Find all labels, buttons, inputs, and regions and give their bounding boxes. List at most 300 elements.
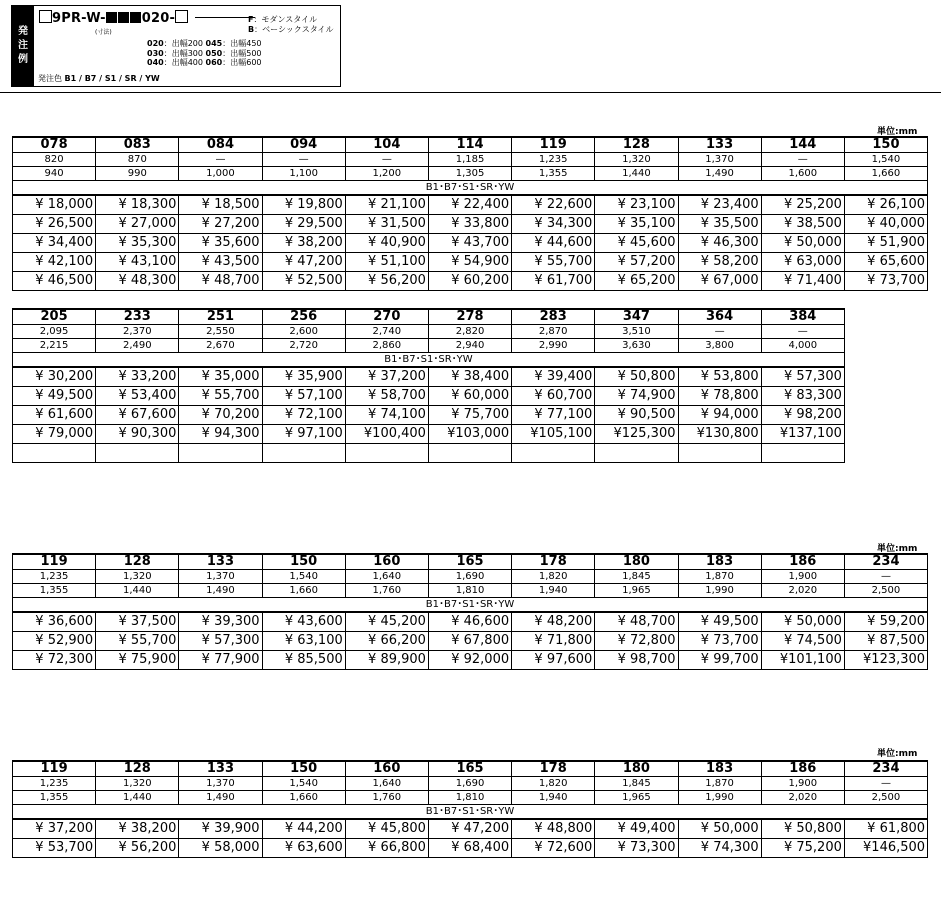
dimension-cell: 1,940	[512, 791, 595, 805]
size-code-cell: 186	[761, 554, 844, 570]
price-cell: ¥ 36,600	[13, 612, 96, 632]
dimension-cell: 1,440	[595, 167, 678, 181]
price-cell: ¥ 48,800	[512, 819, 595, 839]
width-legend-line: 030：出幅300 050：出幅500	[147, 48, 262, 58]
top-divider	[0, 92, 941, 93]
price-cell: ¥ 71,400	[761, 272, 844, 291]
size-code-cell: 144	[761, 137, 844, 153]
price-table	[12, 308, 845, 463]
dimension-cell: 2,020	[761, 791, 844, 805]
price-cell: ¥ 72,100	[262, 406, 345, 425]
color-options-cell: B1･B7･S1･SR･YW	[13, 181, 928, 196]
dimension-cell: 1,870	[678, 777, 761, 791]
dimension-cell: 1,320	[595, 153, 678, 167]
dimension-cell: 1,490	[678, 167, 761, 181]
size-code-cell: 256	[262, 309, 345, 325]
size-code-cell: 165	[428, 554, 511, 570]
dimension-cell: 1,690	[428, 570, 511, 584]
blank-box-icon	[175, 10, 188, 23]
price-cell: ¥ 42,100	[13, 253, 96, 272]
width-legend	[147, 39, 262, 68]
order-example-tag	[12, 6, 34, 86]
price-cell: ¥ 57,300	[761, 367, 844, 387]
size-code-cell: 119	[512, 137, 595, 153]
price-cell: ¥ 38,200	[96, 819, 179, 839]
size-code-cell: 133	[179, 761, 262, 777]
price-cell: ¥ 39,400	[512, 367, 595, 387]
price-cell: ¥ 40,000	[844, 215, 927, 234]
price-cell: ¥ 46,300	[678, 234, 761, 253]
price-cell: ¥ 60,700	[512, 387, 595, 406]
color-options-cell: B1･B7･S1･SR･YW	[13, 805, 928, 820]
dimension-cell: 1,235	[13, 777, 96, 791]
price-cell: ¥ 75,900	[96, 651, 179, 670]
filled-box-icon	[130, 12, 141, 23]
dimension-cell: 1,690	[428, 777, 511, 791]
price-row	[13, 272, 928, 291]
order-code-prefix: 9PR-W-	[52, 11, 106, 26]
price-cell: ¥ 57,200	[595, 253, 678, 272]
price-cell: ¥ 50,800	[761, 819, 844, 839]
price-cell: ¥ 75,700	[428, 406, 511, 425]
price-table	[12, 760, 928, 858]
price-cell: ¥ 48,700	[179, 272, 262, 291]
dimension-cell: 1,370	[678, 153, 761, 167]
price-row	[13, 367, 845, 387]
price-cell: ¥100,400	[345, 425, 428, 444]
dimension-cell: 3,510	[595, 325, 678, 339]
price-row	[13, 195, 928, 215]
unit-label: 単位:mm	[877, 127, 918, 137]
price-cell: ¥ 25,200	[761, 195, 844, 215]
price-cell: ¥ 35,600	[179, 234, 262, 253]
price-cell: ¥ 73,700	[678, 632, 761, 651]
price-cell: ¥ 58,700	[345, 387, 428, 406]
size-code-cell: 270	[345, 309, 428, 325]
dimension-cell: 1,900	[761, 777, 844, 791]
color-row	[13, 181, 928, 196]
price-cell: ¥ 97,600	[512, 651, 595, 670]
width-legend-line: 020：出幅200 045：出幅450	[147, 39, 262, 48]
price-cell: ¥ 74,300	[678, 839, 761, 858]
price-cell: ¥ 57,100	[262, 387, 345, 406]
price-cell: ¥ 27,000	[96, 215, 179, 234]
dimension-cell: 2,500	[844, 584, 927, 598]
size-code-cell: 180	[595, 554, 678, 570]
size-code-cell: 119	[13, 554, 96, 570]
price-cell: ¥ 22,600	[512, 195, 595, 215]
dimension-cell: 2,215	[13, 339, 96, 353]
size-code-cell: 119	[13, 761, 96, 777]
price-cell: ¥ 40,900	[345, 234, 428, 253]
dimension-cell: —	[844, 570, 927, 584]
price-cell: ¥ 45,800	[345, 819, 428, 839]
dimension-cell: 1,540	[844, 153, 927, 167]
size-code-cell: 128	[96, 554, 179, 570]
price-cell: ¥ 30,200	[13, 367, 96, 387]
price-cell: ¥ 72,600	[512, 839, 595, 858]
price-cell: ¥ 99,700	[678, 651, 761, 670]
size-code-cell: 084	[179, 137, 262, 153]
price-cell: ¥ 63,000	[761, 253, 844, 272]
size-code-cell: 114	[428, 137, 511, 153]
price-cell: ¥ 48,700	[595, 612, 678, 632]
order-code-sub-label: (寸法)	[95, 29, 112, 36]
price-cell: ¥ 98,700	[595, 651, 678, 670]
dimension-cell: 2,940	[428, 339, 511, 353]
price-cell: ¥ 72,300	[13, 651, 96, 670]
price-cell: ¥ 92,000	[428, 651, 511, 670]
price-row	[13, 234, 928, 253]
price-cell: ¥123,300	[844, 651, 927, 670]
dimension-cell: 1,965	[595, 791, 678, 805]
dimension-cell: —	[761, 153, 844, 167]
dimension-cell: 1,820	[512, 570, 595, 584]
price-cell: ¥ 49,500	[678, 612, 761, 632]
order-code-width: 020-	[141, 11, 176, 26]
price-cell: ¥ 48,200	[512, 612, 595, 632]
dimension-cell: 1,100	[262, 167, 345, 181]
price-cell: ¥ 43,600	[262, 612, 345, 632]
order-tag-char: 注	[18, 40, 28, 51]
dimension-cell: 1,870	[678, 570, 761, 584]
price-cell: ¥ 55,700	[512, 253, 595, 272]
dimension-cell: 2,820	[428, 325, 511, 339]
price-cell: ¥ 61,700	[512, 272, 595, 291]
price-cell: ¥105,100	[512, 425, 595, 444]
price-cell: ¥ 35,500	[678, 215, 761, 234]
dimension-cell: 1,440	[96, 584, 179, 598]
dimension-cell: 1,810	[428, 584, 511, 598]
price-cell: ¥ 37,500	[96, 612, 179, 632]
dimension-cell: 2,720	[262, 339, 345, 353]
size-code-cell: 133	[678, 137, 761, 153]
price-cell: ¥ 97,100	[262, 425, 345, 444]
dimension-cell: 1,990	[678, 584, 761, 598]
size-code-cell: 150	[262, 554, 345, 570]
price-cell: ¥ 23,400	[678, 195, 761, 215]
dimension-cell: 1,440	[96, 791, 179, 805]
price-cell: ¥ 18,500	[179, 195, 262, 215]
price-cell	[13, 444, 96, 463]
price-cell: ¥ 94,000	[678, 406, 761, 425]
dimension-cell: 1,000	[179, 167, 262, 181]
price-cell: ¥ 71,800	[512, 632, 595, 651]
dimension-cell: 1,760	[345, 584, 428, 598]
price-cell: ¥130,800	[678, 425, 761, 444]
code-row	[13, 309, 845, 325]
price-cell: ¥ 31,500	[345, 215, 428, 234]
price-row	[13, 651, 928, 670]
dimension-cell: 2,600	[262, 325, 345, 339]
price-cell: ¥ 44,600	[512, 234, 595, 253]
price-cell: ¥ 74,500	[761, 632, 844, 651]
dimension-cell: 1,600	[761, 167, 844, 181]
dimension-cell: 1,965	[595, 584, 678, 598]
dimension-cell: 2,740	[345, 325, 428, 339]
price-cell: ¥ 67,800	[428, 632, 511, 651]
price-cell: ¥ 54,900	[428, 253, 511, 272]
price-row	[13, 839, 928, 858]
dimension-cell: 1,235	[13, 570, 96, 584]
price-cell: ¥101,100	[761, 651, 844, 670]
price-row	[13, 425, 845, 444]
price-cell: ¥125,300	[595, 425, 678, 444]
dimension-cell: 1,305	[428, 167, 511, 181]
price-cell	[428, 444, 511, 463]
price-cell: ¥ 52,900	[13, 632, 96, 651]
price-cell: ¥ 34,400	[13, 234, 96, 253]
price-row	[13, 406, 845, 425]
filled-box-icon	[118, 12, 129, 23]
style-legend	[248, 15, 334, 35]
price-cell	[96, 444, 179, 463]
price-cell: ¥ 55,700	[179, 387, 262, 406]
price-cell: ¥ 52,500	[262, 272, 345, 291]
dimension-cell: —	[345, 153, 428, 167]
price-cell: ¥103,000	[428, 425, 511, 444]
dimension-cell: 1,355	[512, 167, 595, 181]
size-code-cell: 233	[96, 309, 179, 325]
price-cell: ¥ 29,500	[262, 215, 345, 234]
price-row	[13, 819, 928, 839]
price-row	[13, 215, 928, 234]
dimension-cell: —	[678, 325, 761, 339]
price-cell: ¥ 51,100	[345, 253, 428, 272]
dimension-cell: 1,640	[345, 777, 428, 791]
unit-label: 単位:mm	[877, 544, 918, 554]
price-cell: ¥ 39,900	[179, 819, 262, 839]
price-cell: ¥ 67,000	[678, 272, 761, 291]
price-cell: ¥ 73,300	[595, 839, 678, 858]
size-code-cell: 128	[595, 137, 678, 153]
dimension-cell: 1,370	[179, 777, 262, 791]
dimension-cell: 1,990	[678, 791, 761, 805]
dimension-cell: 1,490	[179, 584, 262, 598]
size-code-cell: 384	[761, 309, 844, 325]
price-cell: ¥ 90,300	[96, 425, 179, 444]
dimension-cell: 2,860	[345, 339, 428, 353]
price-cell: ¥ 34,300	[512, 215, 595, 234]
price-cell	[512, 444, 595, 463]
order-colors-value: B1 / B7 / S1 / SR / YW	[64, 74, 160, 83]
size-code-cell: 278	[428, 309, 511, 325]
price-cell: ¥ 53,700	[13, 839, 96, 858]
dimension-cell: —	[844, 777, 927, 791]
price-cell: ¥ 63,600	[262, 839, 345, 858]
price-cell: ¥ 49,400	[595, 819, 678, 839]
color-row	[13, 805, 928, 820]
price-cell: ¥ 22,400	[428, 195, 511, 215]
price-cell: ¥ 61,800	[844, 819, 927, 839]
price-cell: ¥ 26,500	[13, 215, 96, 234]
price-cell: ¥ 60,000	[428, 387, 511, 406]
price-cell: ¥ 45,200	[345, 612, 428, 632]
color-options-cell: B1･B7･S1･SR･YW	[13, 353, 845, 368]
dimension-row	[13, 584, 928, 598]
dimension-cell: 1,540	[262, 777, 345, 791]
price-cell: ¥ 43,700	[428, 234, 511, 253]
price-cell: ¥ 90,500	[595, 406, 678, 425]
order-colors-label: 発注色	[38, 74, 62, 83]
dimension-cell: 1,820	[512, 777, 595, 791]
dimension-cell: 2,990	[512, 339, 595, 353]
price-cell: ¥ 53,400	[96, 387, 179, 406]
price-cell: ¥ 66,800	[345, 839, 428, 858]
dimension-cell: 2,020	[761, 584, 844, 598]
color-options-cell: B1･B7･S1･SR･YW	[13, 598, 928, 613]
price-cell: ¥ 49,500	[13, 387, 96, 406]
size-code-cell: 283	[512, 309, 595, 325]
price-table	[12, 553, 928, 670]
price-cell: ¥ 58,200	[678, 253, 761, 272]
order-example-box	[11, 5, 341, 87]
dimension-cell: 1,320	[96, 777, 179, 791]
price-cell: ¥ 43,500	[179, 253, 262, 272]
dimension-row	[13, 153, 928, 167]
order-tag-char: 例	[18, 54, 28, 65]
price-cell: ¥ 53,800	[678, 367, 761, 387]
price-cell: ¥ 59,200	[844, 612, 927, 632]
size-code-cell: 150	[844, 137, 927, 153]
price-cell: ¥ 77,900	[179, 651, 262, 670]
size-code-cell: 094	[262, 137, 345, 153]
price-cell: ¥ 75,200	[761, 839, 844, 858]
price-cell: ¥ 56,200	[345, 272, 428, 291]
style-legend-line: F：モダンスタイル	[248, 15, 318, 24]
price-cell: ¥ 57,300	[179, 632, 262, 651]
code-row	[13, 554, 928, 570]
dimension-cell: 1,845	[595, 777, 678, 791]
price-cell: ¥ 73,700	[844, 272, 927, 291]
price-cell	[678, 444, 761, 463]
size-code-cell: 251	[179, 309, 262, 325]
dimension-row	[13, 325, 845, 339]
dimension-row	[13, 570, 928, 584]
color-row	[13, 353, 845, 368]
width-legend-line: 040：出幅400 060：出幅600	[147, 58, 262, 67]
size-code-cell: 205	[13, 309, 96, 325]
size-code-cell: 128	[96, 761, 179, 777]
price-row	[13, 632, 928, 651]
price-cell: ¥ 46,500	[13, 272, 96, 291]
price-cell: ¥ 63,100	[262, 632, 345, 651]
price-cell: ¥ 60,200	[428, 272, 511, 291]
price-cell: ¥ 58,000	[179, 839, 262, 858]
price-cell: ¥ 74,900	[595, 387, 678, 406]
price-cell	[179, 444, 262, 463]
dimension-row	[13, 339, 845, 353]
price-cell: ¥ 89,900	[345, 651, 428, 670]
size-code-cell: 104	[345, 137, 428, 153]
price-cell: ¥146,500	[844, 839, 927, 858]
size-code-cell: 178	[512, 554, 595, 570]
dimension-cell: 1,640	[345, 570, 428, 584]
dimension-cell: 870	[96, 153, 179, 167]
price-cell: ¥ 35,900	[262, 367, 345, 387]
price-row	[13, 444, 845, 463]
dimension-row	[13, 167, 928, 181]
price-cell: ¥137,100	[761, 425, 844, 444]
price-cell	[262, 444, 345, 463]
size-code-cell: 165	[428, 761, 511, 777]
price-cell: ¥ 50,000	[678, 819, 761, 839]
price-cell: ¥ 66,200	[345, 632, 428, 651]
size-code-cell: 183	[678, 761, 761, 777]
dimension-cell: 990	[96, 167, 179, 181]
order-code	[39, 10, 255, 26]
price-cell: ¥ 48,300	[96, 272, 179, 291]
unit-label: 単位:mm	[877, 749, 918, 759]
price-cell: ¥ 35,100	[595, 215, 678, 234]
price-cell: ¥ 23,100	[595, 195, 678, 215]
dimension-cell: 1,355	[13, 584, 96, 598]
dimension-cell: 940	[13, 167, 96, 181]
price-row	[13, 387, 845, 406]
dimension-cell: —	[179, 153, 262, 167]
dimension-cell: 1,355	[13, 791, 96, 805]
size-code-cell: 160	[345, 761, 428, 777]
size-code-cell: 347	[595, 309, 678, 325]
price-cell: ¥ 77,100	[512, 406, 595, 425]
dimension-row	[13, 777, 928, 791]
price-cell: ¥ 68,400	[428, 839, 511, 858]
blank-box-icon	[39, 10, 52, 23]
price-cell: ¥ 37,200	[13, 819, 96, 839]
price-cell: ¥ 33,800	[428, 215, 511, 234]
price-cell: ¥ 50,000	[761, 612, 844, 632]
size-code-cell: 178	[512, 761, 595, 777]
price-cell: ¥ 27,200	[179, 215, 262, 234]
color-row	[13, 598, 928, 613]
dimension-cell: 2,095	[13, 325, 96, 339]
code-row	[13, 137, 928, 153]
leader-line	[195, 17, 255, 18]
price-cell: ¥ 65,600	[844, 253, 927, 272]
dimension-cell: 1,940	[512, 584, 595, 598]
price-cell: ¥ 19,800	[262, 195, 345, 215]
price-table	[12, 136, 928, 291]
price-row	[13, 612, 928, 632]
dimension-cell: 2,670	[179, 339, 262, 353]
price-cell: ¥ 98,200	[761, 406, 844, 425]
price-cell: ¥ 74,100	[345, 406, 428, 425]
price-cell: ¥ 21,100	[345, 195, 428, 215]
size-code-cell: 234	[844, 554, 927, 570]
price-cell: ¥ 94,300	[179, 425, 262, 444]
order-tag-char: 発	[18, 26, 28, 37]
price-cell: ¥ 83,300	[761, 387, 844, 406]
dimension-cell: 1,810	[428, 791, 511, 805]
price-cell: ¥ 35,300	[96, 234, 179, 253]
dimension-cell: 3,800	[678, 339, 761, 353]
dimension-cell: 3,630	[595, 339, 678, 353]
dimension-cell: 1,235	[512, 153, 595, 167]
price-cell: ¥ 26,100	[844, 195, 927, 215]
price-cell: ¥ 51,900	[844, 234, 927, 253]
dimension-cell: 2,500	[844, 791, 927, 805]
dimension-cell: 820	[13, 153, 96, 167]
dimension-cell: 1,490	[179, 791, 262, 805]
dimension-cell: 1,540	[262, 570, 345, 584]
price-cell: ¥ 35,000	[179, 367, 262, 387]
price-cell: ¥ 37,200	[345, 367, 428, 387]
price-cell: ¥ 61,600	[13, 406, 96, 425]
price-cell: ¥ 50,800	[595, 367, 678, 387]
dimension-cell: 1,200	[345, 167, 428, 181]
price-cell: ¥ 33,200	[96, 367, 179, 387]
price-cell: ¥ 72,800	[595, 632, 678, 651]
